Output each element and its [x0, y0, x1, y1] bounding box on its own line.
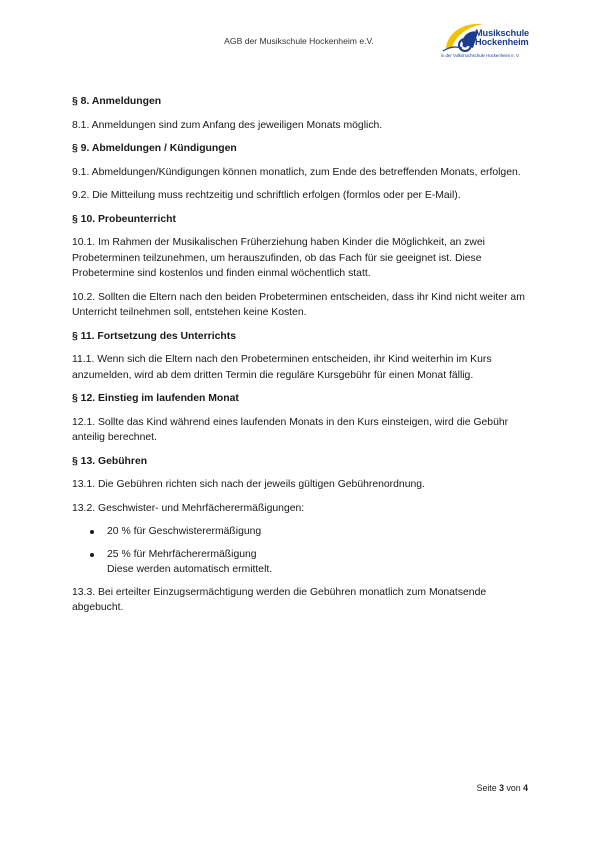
logo-name-line2: Hockenheim: [475, 37, 529, 47]
list-item-note: Diese werden automatisch ermittelt.: [107, 564, 273, 575]
total-pages: 4: [523, 783, 528, 793]
paragraph: 9.1. Abmeldungen/Kündigungen können monatlich, zum Ende des betreffenden Monats, erfolgen.: [72, 166, 521, 178]
paragraph: 13.1. Die Gebühren richten sich nach der jeweils gültigen Gebührenordnung.: [72, 479, 425, 490]
document-body: [72, 94, 532, 624]
paragraph: 11.1. Wenn sich die Eltern nach den Probeterminen entscheiden, ihr Kind weiterhin im Kurs anzumelden, wird ab dem dritten Termin die reguläre Kursgebühr für einen Monat fällig.: [72, 354, 492, 381]
logo-name: [475, 29, 529, 47]
page-number: [477, 783, 528, 793]
paragraph: 13.2. Geschwister- und Mehrfächerermäßigungen:: [72, 502, 305, 514]
section-heading: § 9. Abmeldungen / Kündigungen: [72, 143, 237, 154]
paragraph: 9.2. Die Mitteilung muss rechtzeitig und schriftlich erfolgen (formlos oder per E-Mail).: [72, 190, 461, 201]
list-item-text: 25 % für Mehrfächerermäßigung: [107, 548, 257, 560]
section-heading: § 10. Probeunterricht: [72, 213, 176, 225]
list-item: [72, 524, 532, 540]
section-heading: § 13. Gebühren: [72, 455, 148, 467]
paragraph: 10.1. Im Rahmen der Musikalischen Früherziehung haben Kinder die Möglichkeit, an zwei Probeterminen teilzunehmen, um herauszufinden, ob das Fach für sie geeignet ist. Diese Probetermine sind kostenlos und finden einmal wöchentlich statt.: [72, 237, 485, 279]
page-separator: von: [506, 783, 521, 793]
paragraph: 10.2. Sollten die Eltern nach den beiden Probeterminen entscheiden, dass ihr Kind nicht weiter am Unterricht teilnehmen soll, entstehen keine Kosten.: [72, 291, 525, 318]
paragraph: 13.3. Bei erteilter Einzugsermächtigung werden die Gebühren monatlich zum Monatsende abgebucht.: [72, 586, 487, 613]
bullet-icon: [90, 553, 94, 557]
logo-horn-center: [463, 43, 468, 48]
discount-list: [72, 524, 532, 578]
list-item: [72, 547, 532, 578]
bullet-icon: [90, 530, 94, 534]
current-page: 3: [499, 783, 504, 793]
section-heading: § 11. Fortsetzung des Unterrichts: [72, 330, 236, 342]
logo-subtitle: in der Volkshochschule Hockenheim e. V.: [441, 53, 520, 58]
paragraph: 8.1. Anmeldungen sind zum Anfang des jeweiligen Monats möglich.: [72, 119, 383, 131]
page-label: Seite: [476, 783, 497, 793]
musikschule-logo: [440, 18, 536, 64]
header-title: AGB der Musikschule Hockenheim e.V.: [224, 36, 374, 46]
paragraph: 12.1. Sollte das Kind während eines laufenden Monats in den Kurs einsteigen, wird die Gebühr anteilig berechnet.: [72, 416, 509, 443]
list-item-text: 20 % für Geschwisterermäßigung: [107, 526, 262, 537]
section-heading: § 12. Einstieg im laufenden Monat: [72, 393, 239, 404]
section-heading: § 8. Anmeldungen: [72, 96, 162, 107]
logo-name-line1: Musikschule: [475, 28, 530, 38]
logo-blue-line: [443, 47, 462, 51]
